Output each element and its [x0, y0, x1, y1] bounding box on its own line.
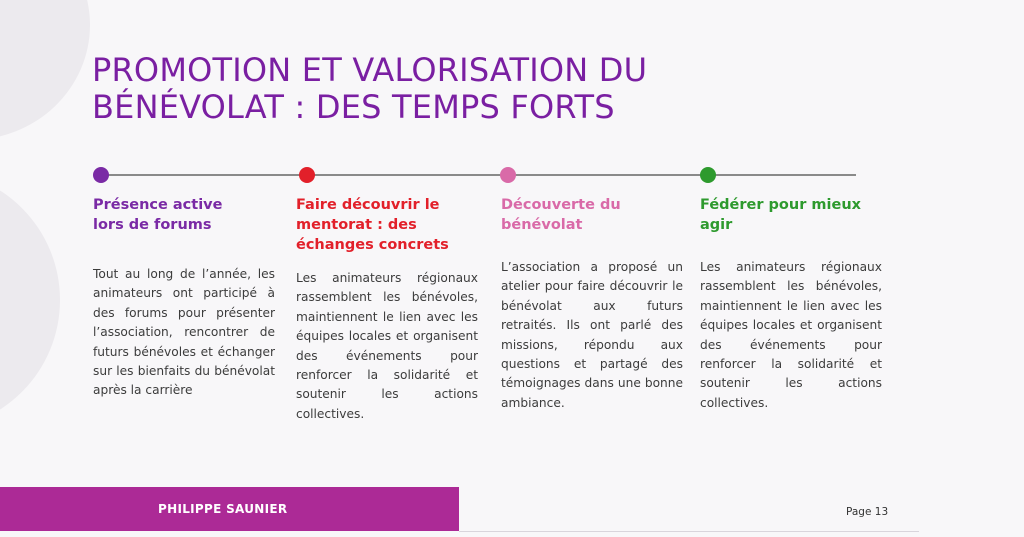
column-title: Présence active lors de forums	[93, 197, 223, 233]
column-body: L’association a proposé un atelier pour faire découvrir le bénévolat aux futurs retraités. Ils ont parlé des missions, répondu aux questions et partagé des témoignages dans une bonne ambiance.	[501, 260, 683, 410]
timeline-line	[100, 174, 856, 176]
column-decouverte	[501, 195, 683, 413]
page-title: PROMOTION ET VALORISATION DU BÉNÉVOLAT : DES TEMPS FORTS	[92, 51, 648, 126]
column-title: Découverte du bénévolat	[501, 197, 621, 233]
column-body: Les animateurs régionaux rassemblent les bénévoles, maintiennent le lien avec les équipes locales et organisent des événements pour renforcer la solidarité et soutenir les actions collectives.	[700, 260, 882, 410]
column-forums	[93, 195, 275, 401]
decorative-arc-middle	[0, 170, 60, 430]
timeline-dot-forums	[93, 167, 109, 183]
column-title: Fédérer pour mieux agir	[700, 197, 862, 233]
column-title: Faire découvrir le mentorat : des échanges concrets	[296, 197, 449, 253]
column-mentorat	[296, 195, 478, 424]
timeline-dot-federer	[700, 167, 716, 183]
decorative-arc-top	[0, 0, 90, 140]
footer-author: PHILIPPE SAUNIER	[158, 502, 288, 516]
timeline-dot-mentorat	[299, 167, 315, 183]
page-number: Page 13	[846, 506, 889, 518]
timeline-dot-decouverte	[500, 167, 516, 183]
column-federer	[700, 195, 882, 413]
column-body: Tout au long de l’année, les animateurs ont participé à des forums pour présenter l’association, rencontrer de futurs bénévoles et échanger sur les bienfaits du bénévolat après la carrière	[93, 267, 275, 398]
footer-divider	[459, 531, 919, 532]
column-body: Les animateurs régionaux rassemblent les bénévoles, maintiennent le lien avec les équipes locales et organisent des événements pour renforcer la solidarité et soutenir les actions collectives.	[296, 271, 478, 421]
